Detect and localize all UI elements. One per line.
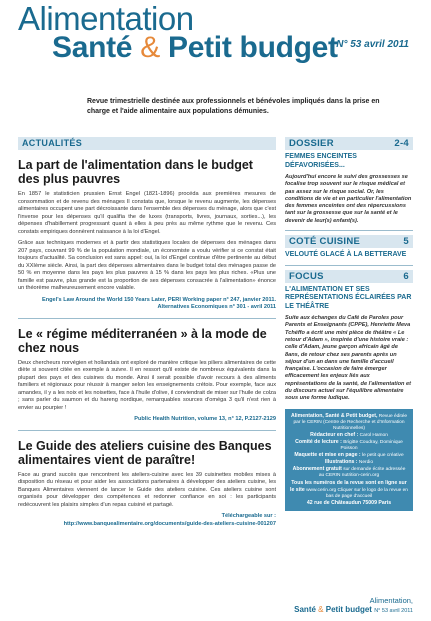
article-title: Le « régime méditerranéen » à la mode de chez nous — [18, 326, 267, 355]
article-title: La part de l'alimentation dans le budget des plus pauvres — [18, 158, 253, 186]
colophon-entry: Illustrations : Nerdio — [324, 459, 374, 466]
article-source: Engel's Law Around the World 150 Years Later, PERI Working paper n° 247, janvier 2011. Alternatives Economiques n° 301 - avril 2011 — [41, 296, 276, 310]
section-header-actualites: ACTUALITÉS — [18, 137, 276, 150]
section-subtitle: L'ALIMENTATION ET SES REPRÉSENTATIONS ÉCLAIRÉES PAR LE THÉÂTRE — [285, 285, 412, 310]
masthead-title-line2 — [52, 32, 338, 64]
colophon-entry: Rédacteur en chef : Carol Hamon — [310, 431, 388, 438]
colophon-entry: Abonnement gratuit sur demande écrite adressée au CERIN nutrition-cerin.org — [292, 466, 406, 479]
colophon-entry: Tous les numéros de la revue sont en ligne sur le site www.cerin.org Cliquer sur le logo de la revue en bas de page d'accueil — [290, 479, 408, 499]
footer-petit-budget: Petit budget — [325, 605, 372, 614]
divider — [18, 318, 276, 319]
colophon-entry: Alimentation, Santé & Petit budget, Revue éditée par le CERIN (Centre de Recherche et d'Information Nutritionnelles) — [290, 412, 408, 431]
article-1 — [18, 158, 276, 312]
article-body — [18, 472, 276, 510]
article-body — [18, 360, 276, 413]
masthead-petit-budget: Petit budget — [168, 31, 338, 64]
strapline: Revue trimestrielle destinée aux professionnels et bénévoles impliqués dans la prise en charge et l'aide alimentaire aux populations démunies. — [87, 98, 380, 115]
section-subtitle: FEMMES ENCEINTES DÉFAVORISÉES... — [285, 153, 357, 169]
masthead-sante: Santé — [52, 31, 133, 64]
article-title: Le Guide des ateliers cuisine des Banques alimentaires vient de paraître! — [18, 438, 272, 467]
section-summary: Aujourd'hui encore le suivi des grossesses se focalise trop souvent sur le risque médical et pas assez sur le risque social. Or, les conditions de vie et en particulier l'alimentation des femmes enceintes ont des répercussions tant sur la grossesse que sur la santé et le devenir de leur(s) enfant(s). — [285, 174, 412, 224]
article-paragraph: Grâce aux techniques modernes et à partir des statistiques locales de dépenses des ménages dans 207 pays, couvrant 99 % de la population mondiale, un économiste a voulu vérifier si ce constat était toujours d'actualité. Sa conclusion est sans appel: oui, la loi d'Engel continue d'être pertinente au début du XXIème siècle. Ainsi, la part des dépenses alimentaires dans le budget total des ménages passe de 50 % en moyenne dans les pays les plus pauvres à 15 % dans les pays les plus riches. «Plus une famille est pauvre, plus grande est la proportion de ses dépenses consacrée à l'alimentation» énonce un théorème malheureusement encore valable. — [18, 240, 276, 291]
article-3 — [18, 439, 276, 529]
article-paragraph: Face au grand succès que rencontrent les ateliers-cuisine avec les 39 cuisinettes mobiles mises à disposition du réseau et pour aider les associations partenaires à développer des ateliers cuisine, les Banques Alimentaires viennent de lancer le Guide des ateliers cuisine. Ces ateliers cuisine sont organisés pour développer des compétences et redonner confiance en soi : les participants redécouvrent les plaisirs simples d'un repas cuisiné et partagé. — [18, 471, 276, 508]
divider — [285, 265, 413, 266]
page-range: 5 — [403, 236, 409, 248]
page-range: 2-4 — [394, 138, 409, 149]
download-link[interactable]: http://www.banquealimentaire.org/documents/guide-des-ateliers-cuisine-001207 — [63, 520, 276, 527]
colophon-entry: Comité de lecture : Brigitte Coudray, Dominique Poisson — [295, 439, 403, 452]
footer-title-line2 — [294, 605, 413, 614]
section-summary: Suite aux échanges du Café de Paroles pour Parents et Enseignants (CPPE), Henriette Meva Tchéffo a écrit une mini pièce de théâtre « Le retour d'Adam », inspirée d'une histoire vraie : celle d'Adam, jeune garçon africain âgé de 8ans, de retour chez ses parents après un séjour d'un an dans une famille d'accueil française. L'occasion de faire émerger efficacement les enjeux liés aux représentations de la santé, de l'alimentation et du discours actuel sur l'équilibre alimentaire sous une forme ludique. — [285, 315, 411, 402]
section-header-cote-cuisine — [285, 235, 413, 248]
page-range: 6 — [403, 270, 409, 282]
masthead-title-line1: Alimentation — [18, 0, 194, 37]
colophon-box — [285, 409, 413, 511]
footer-ampersand: & — [318, 605, 324, 614]
footer-issue: N° 53 avril 2011 — [374, 608, 413, 614]
article-body — [18, 191, 276, 293]
issue-number: N° 53 avril 2011 — [336, 39, 409, 50]
footer-sante: Santé — [294, 605, 316, 614]
article-2 — [18, 327, 276, 424]
divider — [285, 230, 413, 231]
article-paragraph: Deux chercheurs norvégien et hollandais ont exploré de manière critique les piliers alimentaires de cette diète si souvent citée en exemple à suivre. Il en ressort qu'il existe de nombreux équivalents dans la plupart des pays et des cuisines du monde. Ainsi il serait possible d'avoir recours à des aliments familiers et régionaux pour réussir à manger selon les enseignements crétois. Pour exemple, face aux amandes, il y a les noix et les noisettes, face à l'huile d'olive, il conviendrait de miser sur l'huile de colza ; sans parler du saumon et du hareng nordique, remarquables sources d'oméga 3 qu'il n'est rien à envier au pourpier ! — [18, 359, 276, 411]
divider — [18, 430, 276, 431]
masthead-ampersand: & — [140, 31, 160, 64]
footer-title-line1: Alimentation, — [369, 596, 413, 605]
section-header-focus — [285, 270, 413, 283]
section-header-dossier — [285, 137, 413, 150]
section-subtitle: VELOUTÉ GLACÉ À LA BETTERAVE — [285, 251, 407, 259]
actualites-column — [18, 137, 276, 528]
toc-focus[interactable] — [285, 270, 413, 403]
article-paragraph: En 1857 le statisticien prussien Ernst Engel (1821-1896) procéda aux premières mesures de consommation et de revenu des ménages Il constata que, lorsque le revenu augmente, les dépenses alimentaires occupent une part décroissante dans l'ensemble des dépenses du ménage, alors que c'est l'inverse pour les dépenses qu'il qualifia the de luxes (transports, livres, journaux, sorties...), les dépenses d'habillement progressant quant à elles à peu près au même rythme que le revenu. Ces constats empiriques donnèrent naissance à la loi d'Engel. — [18, 191, 276, 235]
toc-dossier[interactable] — [285, 137, 413, 225]
article-source: Public Health Nutrition, volume 13, n° 12, P.2127-2129 — [134, 416, 276, 422]
section-name: DOSSIER — [289, 138, 334, 149]
article-source-label: Téléchargeable sur : — [221, 513, 276, 519]
sommaire-column — [285, 137, 413, 511]
toc-cote-cuisine[interactable] — [285, 235, 413, 260]
colophon-entry: 42 rue de Châteaudun 75009 Paris — [306, 499, 392, 506]
section-name: FOCUS — [289, 270, 324, 282]
colophon-entry: Maquette et mise en page : le petit que créative — [294, 452, 404, 459]
section-name: COTÉ CUISINE — [289, 236, 361, 248]
